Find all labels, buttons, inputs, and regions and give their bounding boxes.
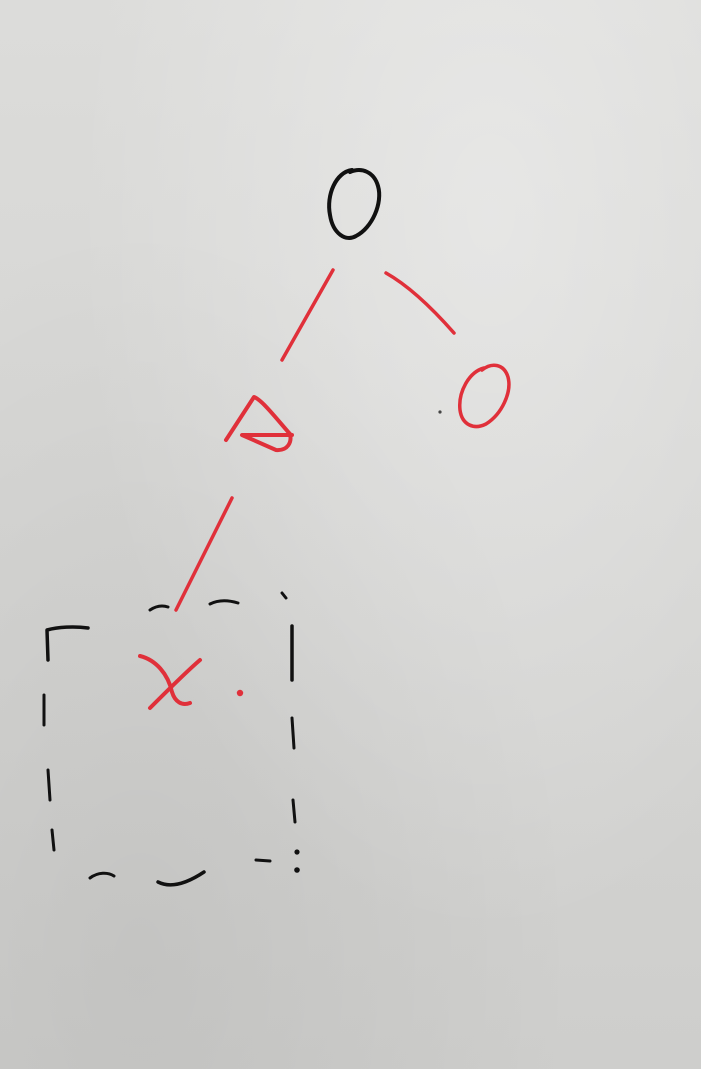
root-node xyxy=(329,170,379,238)
edge-root-to-left xyxy=(282,270,333,360)
right-child-node xyxy=(438,365,508,426)
dashed-box xyxy=(44,593,300,885)
left-child-node xyxy=(226,397,292,450)
left-child-label: A xyxy=(258,430,259,431)
right-child-label: 0 xyxy=(484,404,485,405)
edge-root-to-right xyxy=(386,273,454,333)
root-node-label: O xyxy=(352,212,353,213)
leaf-label: x. xyxy=(180,690,181,691)
ink-speck xyxy=(438,410,441,413)
leaf-node xyxy=(140,656,243,708)
edge-left-to-leaf xyxy=(176,498,232,610)
leaf-dot xyxy=(237,690,243,696)
